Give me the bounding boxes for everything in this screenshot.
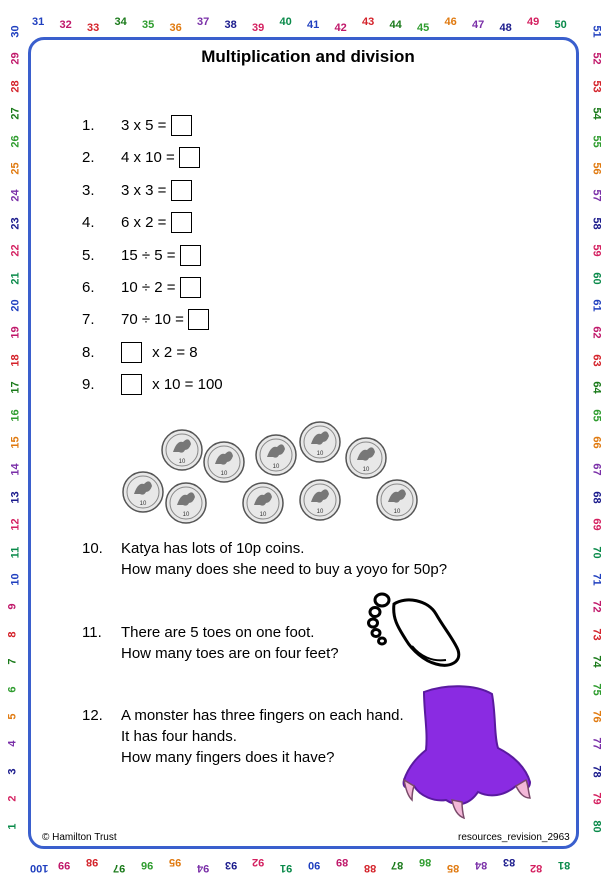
svg-text:10: 10 xyxy=(139,501,147,507)
border-number-bottom: 88 xyxy=(363,862,376,874)
border-number-left: 17 xyxy=(9,381,22,394)
question-number: 5. xyxy=(82,246,95,264)
question-text: 4 x 10 = xyxy=(121,149,179,167)
coin-icon xyxy=(377,480,417,520)
border-number-right: 72 xyxy=(590,600,603,614)
svg-text:10: 10 xyxy=(272,464,280,470)
border-number-left: 23 xyxy=(9,217,22,230)
border-number-left: 6 xyxy=(6,686,19,693)
border-number-right: 69 xyxy=(590,518,603,531)
word-problem-line: There are 5 toes on one foot. xyxy=(121,624,315,641)
border-number-bottom: 86 xyxy=(419,856,432,868)
border-number-right: 52 xyxy=(590,52,603,66)
border-number-right: 70 xyxy=(590,545,603,559)
question-number: 11. xyxy=(82,624,102,641)
border-number-left: 26 xyxy=(9,134,22,148)
border-number-right: 74 xyxy=(590,655,603,668)
border-number-right: 60 xyxy=(590,271,603,285)
question-number: 12. xyxy=(82,707,103,724)
question-number: 7. xyxy=(82,311,95,329)
border-number-left: 3 xyxy=(6,768,19,775)
border-number-bottom: 92 xyxy=(252,856,265,868)
border-number-bottom: 97 xyxy=(113,862,126,874)
svg-text:10: 10 xyxy=(178,459,186,465)
coin-icon xyxy=(300,422,340,462)
border-number-right: 66 xyxy=(590,436,603,449)
border-number-right: 57 xyxy=(590,189,603,203)
border-number-right: 75 xyxy=(590,682,603,696)
border-number-right: 73 xyxy=(590,628,603,641)
page-title: Multiplication and division xyxy=(201,47,415,66)
question-number: 3. xyxy=(82,181,95,199)
border-number-right: 71 xyxy=(590,573,603,586)
coin-icon xyxy=(346,438,386,478)
border-number-right: 80 xyxy=(590,819,603,833)
word-problem-line: It has four hands. xyxy=(121,728,237,745)
border-number-bottom: 91 xyxy=(280,862,293,874)
word-problem-line: Katya has lots of 10p coins. xyxy=(121,540,305,557)
border-number-left: 25 xyxy=(9,162,22,175)
question-text: x 2 = 8 xyxy=(148,343,198,361)
border-number-top: 50 xyxy=(554,19,567,31)
coin-icon xyxy=(166,483,206,523)
border-number-bottom: 87 xyxy=(391,859,404,871)
border-number-right: 79 xyxy=(590,792,603,805)
border-number-bottom: 81 xyxy=(558,859,571,871)
border-number-right: 65 xyxy=(590,408,603,422)
question-number: 8. xyxy=(82,343,95,361)
border-number-top: 34 xyxy=(114,16,127,28)
border-number-top: 43 xyxy=(362,16,375,28)
border-number-left: 24 xyxy=(9,189,22,203)
border-number-right: 61 xyxy=(590,299,603,312)
border-number-right: 68 xyxy=(590,491,603,504)
monster-hand-icon xyxy=(400,686,550,826)
border-number-right: 67 xyxy=(590,463,603,477)
border-number-top: 36 xyxy=(169,22,182,34)
question-text: 70 ÷ 10 = xyxy=(121,311,189,329)
svg-text:10: 10 xyxy=(316,509,324,515)
border-number-left: 9 xyxy=(6,603,19,610)
border-number-top: 40 xyxy=(279,16,292,28)
border-number-left: 13 xyxy=(9,491,22,504)
border-number-left: 18 xyxy=(9,354,22,367)
border-number-left: 12 xyxy=(9,518,22,531)
border-number-left: 11 xyxy=(9,546,22,558)
word-problem-line: A monster has three fingers on each hand. xyxy=(121,707,404,724)
question-number: 1. xyxy=(82,117,95,134)
border-number-left: 20 xyxy=(9,299,22,312)
question-text: x 10 = 100 xyxy=(148,376,223,394)
coin-icon xyxy=(204,442,244,482)
border-number-bottom: 84 xyxy=(474,859,488,871)
question-text: 10 ÷ 2 = xyxy=(121,279,180,296)
coin-icon xyxy=(162,430,202,470)
border-number-bottom: 98 xyxy=(85,856,98,868)
border-number-right: 59 xyxy=(590,244,603,257)
question-text: 3 x 3 = xyxy=(121,181,171,199)
border-number-left: 8 xyxy=(6,631,19,638)
border-number-left: 27 xyxy=(9,107,22,120)
border-number-left: 30 xyxy=(9,25,22,38)
border-number-top: 44 xyxy=(389,19,402,31)
border-number-bottom: 96 xyxy=(141,859,154,871)
border-number-right: 76 xyxy=(590,710,603,723)
border-number-left: 14 xyxy=(9,463,22,477)
coin-icon xyxy=(123,472,163,512)
border-number-top: 45 xyxy=(417,22,430,34)
border-number-bottom: 82 xyxy=(530,862,543,874)
question-text: 3 x 5 = xyxy=(121,117,171,134)
svg-text:10: 10 xyxy=(220,471,228,477)
foot-icon xyxy=(366,590,466,670)
border-number-top: 49 xyxy=(527,16,540,28)
border-number-top: 46 xyxy=(444,16,457,28)
border-number-right: 64 xyxy=(590,381,603,394)
copyright-text: © Hamilton Trust xyxy=(42,832,117,843)
coin-icon xyxy=(243,483,283,523)
border-number-left: 2 xyxy=(6,795,19,802)
coin-icon xyxy=(300,480,340,520)
border-number-right: 63 xyxy=(590,354,603,367)
border-number-top: 48 xyxy=(499,22,512,34)
border-number-right: 62 xyxy=(590,326,603,340)
svg-text:10: 10 xyxy=(259,512,267,518)
border-number-left: 28 xyxy=(9,80,22,93)
border-number-bottom: 85 xyxy=(447,862,460,874)
word-problem-line: How many fingers does it have? xyxy=(121,749,335,766)
border-number-top: 32 xyxy=(59,19,72,31)
border-number-right: 54 xyxy=(590,107,603,120)
border-number-top: 33 xyxy=(87,22,100,34)
border-number-top: 47 xyxy=(472,19,485,31)
border-number-bottom: 100 xyxy=(30,862,49,874)
border-number-bottom: 95 xyxy=(169,856,182,868)
border-number-right: 58 xyxy=(590,217,603,230)
svg-text:10: 10 xyxy=(393,509,401,515)
border-number-right: 51 xyxy=(590,25,603,38)
word-problem-line: How many does she need to buy a yoyo for 50p? xyxy=(121,561,448,578)
border-number-top: 37 xyxy=(197,16,210,28)
border-number-left: 15 xyxy=(9,436,22,449)
border-number-bottom: 89 xyxy=(335,856,349,868)
question-number: 4. xyxy=(82,214,95,232)
word-problem-line: How many toes are on four feet? xyxy=(121,645,339,662)
question-number: 9. xyxy=(82,376,95,394)
border-number-right: 77 xyxy=(590,737,603,751)
border-number-right: 53 xyxy=(590,80,603,93)
svg-text:10: 10 xyxy=(182,512,190,518)
question-text: 6 x 2 = xyxy=(121,214,171,232)
question-number: 2. xyxy=(82,149,95,167)
border-number-top: 41 xyxy=(307,19,320,31)
coin-icon xyxy=(256,435,296,475)
svg-text:10: 10 xyxy=(316,451,324,457)
svg-text:10: 10 xyxy=(362,467,370,473)
border-number-top: 38 xyxy=(224,19,237,31)
border-number-bottom: 94 xyxy=(196,862,210,874)
question-number: 10. xyxy=(82,540,103,557)
border-number-left: 7 xyxy=(6,658,19,665)
border-number-bottom: 83 xyxy=(502,856,515,868)
border-number-top: 42 xyxy=(334,22,347,34)
border-number-left: 29 xyxy=(9,52,22,66)
border-number-left: 1 xyxy=(6,823,19,830)
border-number-bottom: 93 xyxy=(224,859,237,871)
border-number-left: 21 xyxy=(9,271,22,285)
border-number-top: 31 xyxy=(32,16,45,28)
border-number-left: 10 xyxy=(9,573,22,586)
question-number: 6. xyxy=(82,279,95,296)
border-number-bottom: 99 xyxy=(57,859,71,871)
border-number-right: 78 xyxy=(590,765,603,778)
border-number-right: 56 xyxy=(590,162,603,175)
border-number-left: 4 xyxy=(6,740,19,747)
border-number-top: 39 xyxy=(252,22,265,34)
resource-code: resources_revision_2963 xyxy=(458,832,570,843)
question-text: 15 ÷ 5 = xyxy=(121,246,180,264)
border-number-left: 16 xyxy=(9,408,22,422)
border-number-left: 19 xyxy=(9,326,22,340)
border-number-top: 35 xyxy=(142,19,155,31)
border-number-right: 55 xyxy=(590,134,603,148)
border-number-left: 5 xyxy=(6,713,19,720)
border-number-left: 22 xyxy=(9,244,22,257)
border-number-bottom: 90 xyxy=(308,859,321,871)
